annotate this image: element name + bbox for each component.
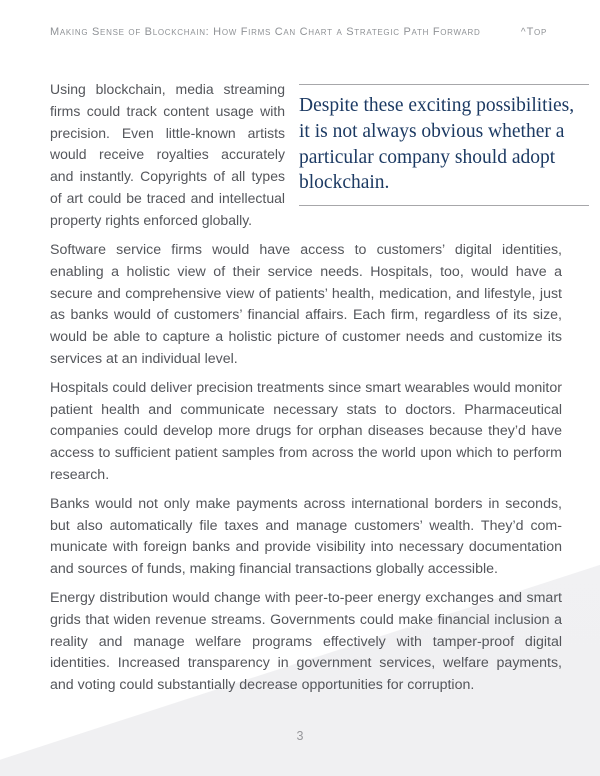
back-to-top-link[interactable]	[521, 26, 547, 38]
body-paragraphs	[50, 240, 562, 704]
running-header-title: Making Sense of Blockchain: How Firms Can Chart a Strategic Path Forward	[50, 26, 481, 38]
intro-paragraph: Using blockchain, media streaming firms could track content usage with precision. Even little-known artists would receive royalties accurately and instantly. Copyrights of all types of art could be traced and intellectual property rights enforced globally.	[50, 81, 285, 228]
pull-quote-text: Despite these exciting possibilities, it is not always obvious whether a particular company should adopt blockchain.	[299, 95, 575, 194]
body-paragraph-2: Hospitals could deliver precision treatments since smart wearables would monitor patient health and communicate necessary stats to doctors. Pharmaceutical companies could develop more drugs for orphan diseases because they’d have access to sufficient patient samples from across the world upon which to perform research.	[50, 379, 562, 483]
intro-section	[50, 77, 589, 232]
body-paragraph-4: Energy distribution would change with peer-to-peer energy exchanges and smart grids that widen revenue streams. Governments could make financial inclusion a reality and manage welfare programs effectively with tamper-proof digital identities. Increased transparency in government services, welfare payments, and voting could substantially decrease opportunities for corruption.	[50, 589, 562, 694]
pull-quote	[299, 84, 589, 206]
page-header	[50, 26, 547, 38]
body-paragraph-3: Banks would not only make payments across international borders in seconds, but also automatically file taxes and manage customers’ wealth. They’d communicate with foreign banks and provide visibility into necessary documentation and sources of funds, making financial transactions globally accessible.	[50, 495, 562, 578]
top-link-label: Top	[526, 26, 547, 38]
body-paragraph-1: Software service firms would have access to customers’ digital identities, enabling a holistic view of their service needs. Hospitals, too, would have a secure and comprehensive view of patients’ health, medication, and lifestyle, just as banks would of customers’ financial affairs. Each firm, regardless of its size, would be able to capture a holistic picture of customer needs and customize its services at an individual level.	[50, 242, 562, 367]
page-number: 3	[296, 729, 304, 743]
page-footer	[0, 729, 600, 743]
caret-up-icon: ^	[520, 27, 526, 38]
